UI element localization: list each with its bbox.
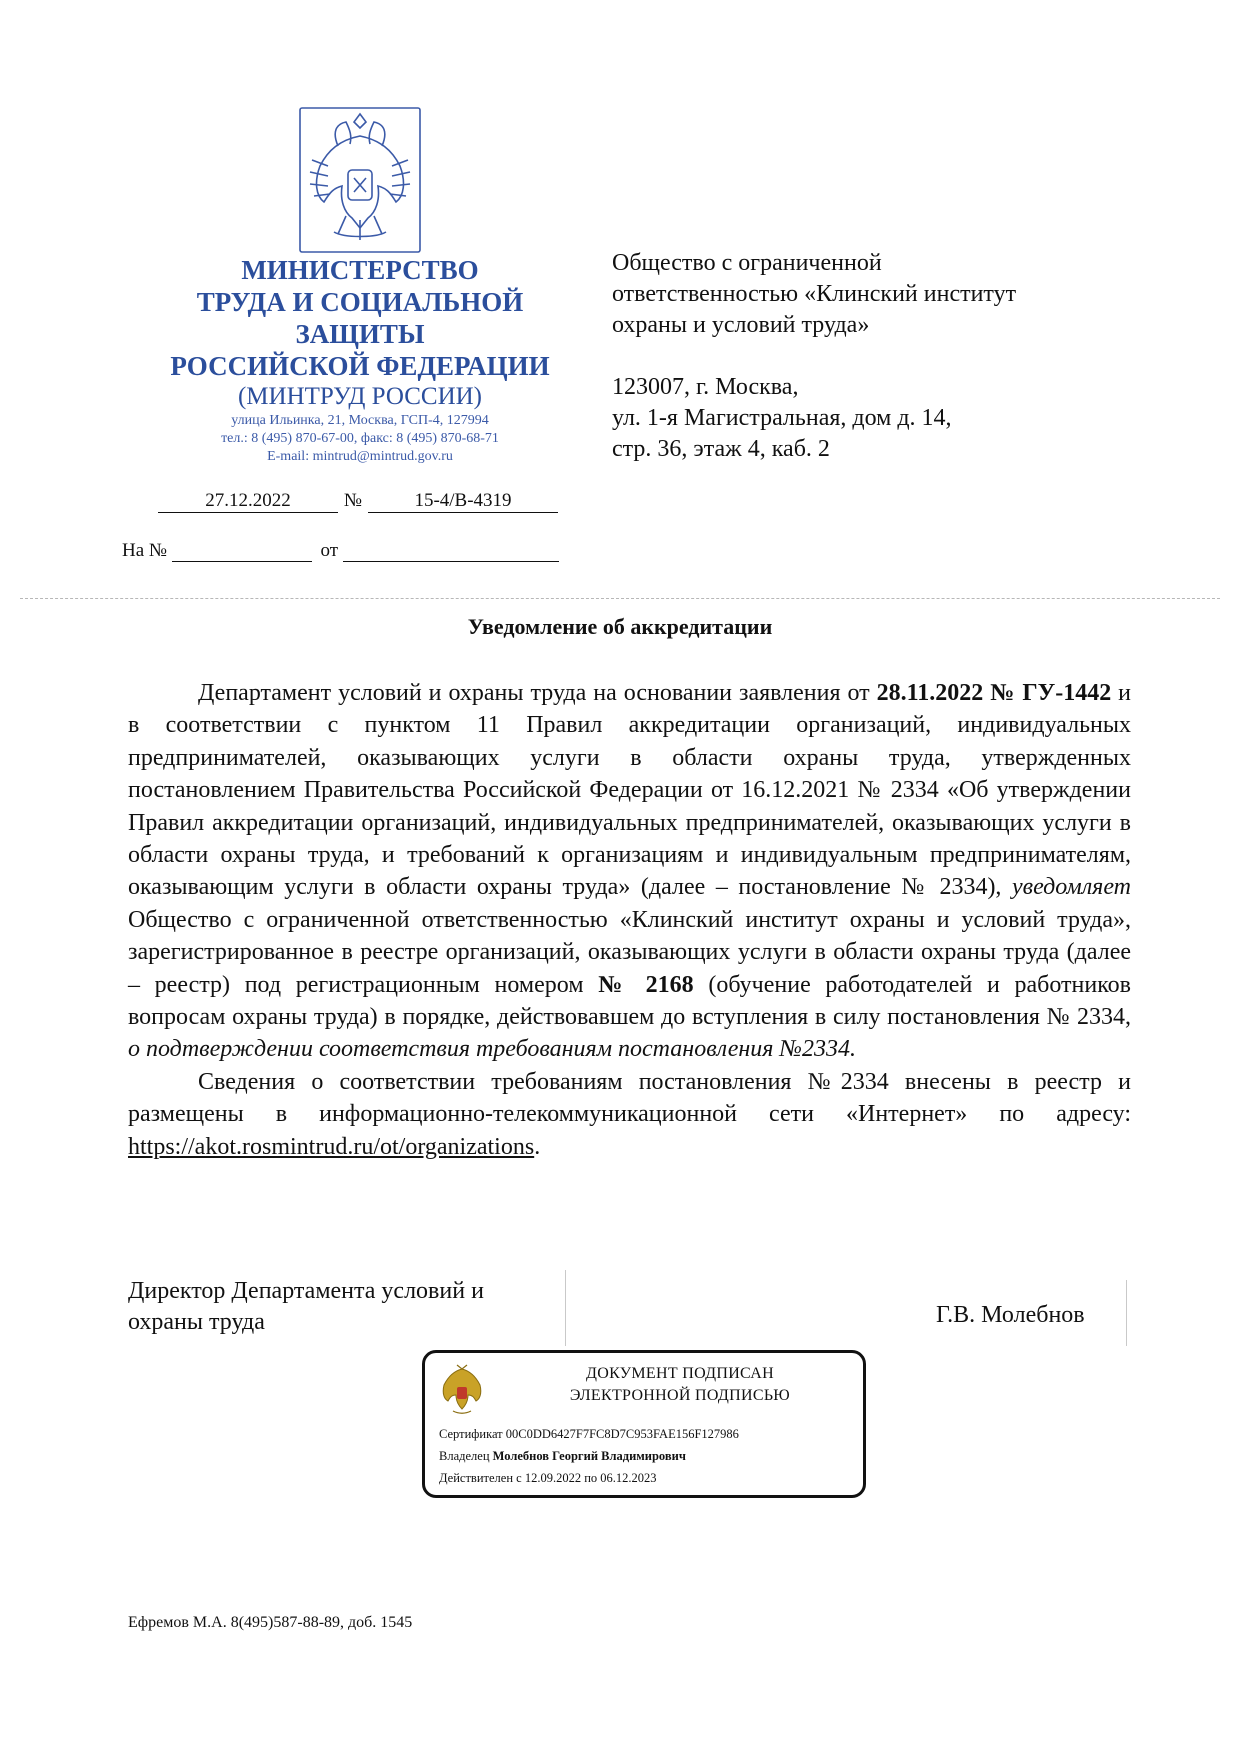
ministry-name-line: ЗАЩИТЫ bbox=[295, 319, 425, 349]
ministry-short-name: (МИНТРУД РОССИИ) bbox=[237, 383, 483, 410]
body-text: Сведения о соответствии требованиям постановления №2334 внесены в реестр и размещены в информационно-телекоммуникационной сети «Интернет» по адресу: bbox=[128, 1068, 1131, 1128]
body-text: Департамент условий и охраны труда на основании заявления от bbox=[198, 680, 877, 706]
certificate-value: 00C0DD6427F7FC8D7C953FAE156F127986 bbox=[505, 1427, 739, 1441]
stamp-heading-line: ДОКУМЕНТ ПОДПИСАН bbox=[586, 1365, 774, 1382]
body-text: (обучение работодателей и работников вопросам охраны труда) в порядке, действовавшем до вступления в силу постановления № 2334, bbox=[128, 971, 1132, 1031]
document-title: Уведомление об аккредитации bbox=[467, 614, 773, 639]
ministry-name-line: РОССИЙСКОЙ ФЕДЕРАЦИИ bbox=[170, 351, 550, 381]
notice-body bbox=[128, 677, 1131, 1163]
body-paragraph bbox=[128, 1066, 1131, 1163]
incoming-reference bbox=[122, 540, 559, 562]
stamp-certificate bbox=[439, 1427, 739, 1442]
body-paragraph bbox=[128, 677, 1131, 1066]
ministry-name bbox=[150, 254, 570, 466]
owner-label: Владелец bbox=[439, 1449, 490, 1463]
validity-label: Действителен с bbox=[439, 1471, 522, 1485]
header-divider bbox=[20, 598, 1220, 599]
reference-date-blank bbox=[343, 541, 559, 562]
recipient-address-line: ул. 1-я Магистральная, дом д. 14, bbox=[612, 405, 952, 431]
validity-to-label: по bbox=[584, 1471, 598, 1485]
stamp-heading-line: ЭЛЕКТРОННОЙ ПОДПИСЬЮ bbox=[569, 1387, 791, 1404]
executor-contact: Ефремов М.А. 8(495)587-88-89, доб. 1545 bbox=[128, 1614, 413, 1631]
signature-guide-line bbox=[1126, 1280, 1127, 1346]
recipient-address-line: стр. 36, этаж 4, каб. 2 bbox=[612, 436, 830, 462]
number-sign: № bbox=[343, 490, 363, 511]
reference-label: На № bbox=[122, 540, 168, 561]
from-label: от bbox=[320, 540, 339, 561]
coat-of-arms-emblem bbox=[298, 106, 422, 254]
application-reference: 28.11.2022 № ГУ-1442 bbox=[876, 680, 1112, 706]
ministry-name-line: МИНИСТЕРСТВО bbox=[241, 255, 479, 285]
recipient-name-line: ответственностью «Клинский институт bbox=[612, 281, 1017, 307]
coat-of-arms-icon bbox=[439, 1363, 485, 1417]
body-text: . bbox=[534, 1133, 541, 1160]
validity-to: 06.12.2023 bbox=[600, 1471, 657, 1485]
signatory-title-line: охраны труда bbox=[128, 1309, 265, 1335]
stamp-owner bbox=[439, 1449, 686, 1464]
body-text-italic: о подтверждении соответствия требованиям постановления №2334. bbox=[128, 1036, 857, 1063]
body-text: и в соответствии с пунктом 11 Правил аккредитации организаций, индивидуальных предпринимателей, оказывающих услуги в области охраны труда, утвержденных постановлением Правительства Российской Федерации от 16.12.2021 № 2334 «Об утверждении Правил аккредитации организаций, индивидуальных предпринимателей, оказывающих услуги в области охраны труда, и требований к организациям и индивидуальным предпринимателям, оказывающим услуги в области охраны труда» (далее – постановление № 2334), bbox=[128, 680, 1132, 901]
outgoing-number: 15-4/В-4319 bbox=[368, 490, 558, 513]
registration-number: № 2168 bbox=[598, 971, 694, 998]
recipient-name-line: Общество с ограниченной bbox=[612, 250, 882, 276]
outgoing-date: 27.12.2022 bbox=[158, 490, 338, 513]
owner-value: Молебнов Георгий Владимирович bbox=[492, 1449, 686, 1463]
outgoing-registration bbox=[158, 490, 558, 513]
signatory-name: Г.В. Молебнов bbox=[936, 1302, 1085, 1328]
signatory-title-line: Директор Департамента условий и bbox=[128, 1278, 484, 1304]
reference-number-blank bbox=[172, 541, 312, 562]
signatory-title bbox=[128, 1276, 548, 1338]
body-text-italic: уведомляет bbox=[1012, 874, 1131, 901]
registry-link[interactable]: https://akot.rosmintrud.ru/ot/organizations bbox=[128, 1133, 535, 1160]
stamp-validity bbox=[439, 1471, 657, 1486]
body-text: Общество с ограниченной ответственностью «Клинский институт охраны и условий труда», зарегистрированное в реестре организаций, оказывающих услуги в области охраны труда (далее – реестр) под регистрационным номером bbox=[128, 906, 1131, 998]
ministry-phone: тел.: 8 (495) 870-67-00, факс: 8 (495) 870-68-71 bbox=[221, 431, 499, 446]
ministry-name-line: ТРУДА И СОЦИАЛЬНОЙ bbox=[196, 287, 524, 317]
recipient-address-line: 123007, г. Москва, bbox=[612, 374, 799, 400]
ministry-email: E-mail: mintrud@mintrud.gov.ru bbox=[267, 449, 453, 464]
recipient-name-line: охраны и условий труда» bbox=[612, 312, 870, 338]
signature-guide-line bbox=[565, 1270, 566, 1346]
ministry-address: улица Ильинка, 21, Москва, ГСП-4, 127994 bbox=[231, 413, 489, 428]
certificate-label: Сертификат bbox=[439, 1427, 503, 1441]
recipient-block bbox=[612, 248, 1132, 465]
validity-from: 12.09.2022 bbox=[524, 1471, 582, 1485]
electronic-signature-stamp bbox=[422, 1350, 866, 1498]
